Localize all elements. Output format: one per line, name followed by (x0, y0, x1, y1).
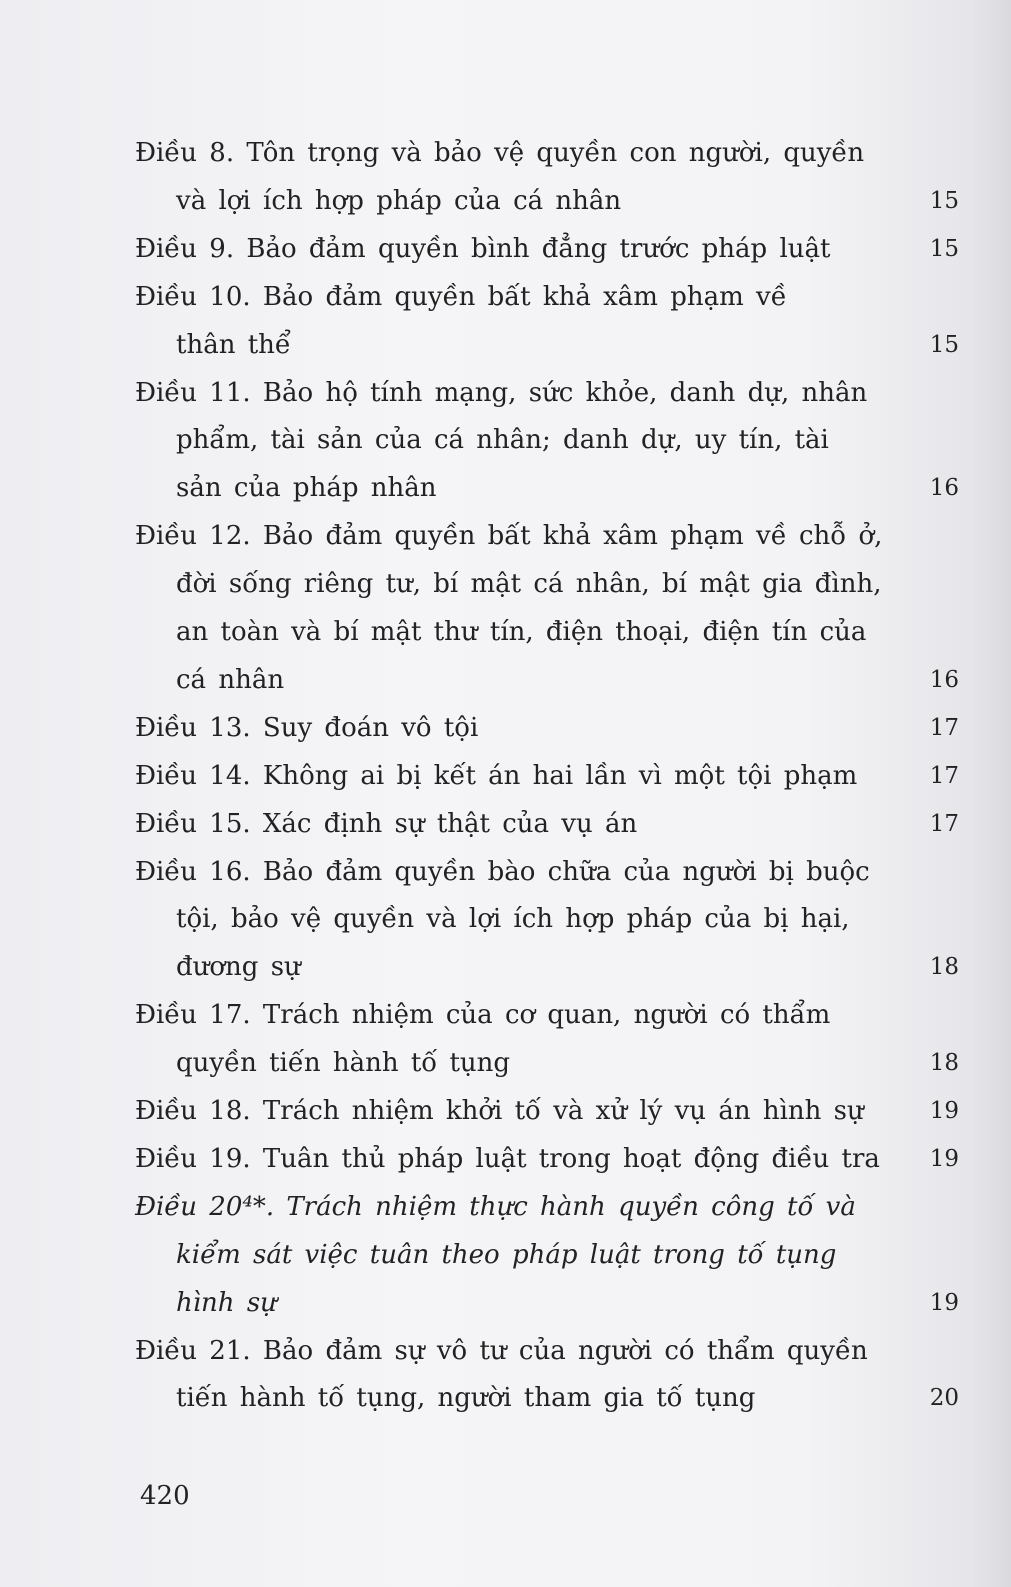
toc-line (0, 848, 1011, 896)
toc-line (0, 895, 1011, 943)
toc-line (0, 608, 1011, 656)
toc-line (0, 1087, 1011, 1135)
toc-entry-text: Điều 9. Bảo đảm quyền bình đẳng trước pháp luật (135, 233, 831, 264)
toc-line (0, 1039, 1011, 1087)
toc-line (0, 1327, 1011, 1375)
toc-entry-text: Điều 20⁴*. Trách nhiệm thực hành quyền công tố và (135, 1191, 856, 1222)
toc-entry-text: an toàn và bí mật thư tín, điện thoại, điện tín của (176, 617, 867, 647)
toc-entry-text: Điều 17. Trách nhiệm của cơ quan, người có thẩm (135, 1000, 831, 1031)
toc-entry-text: Điều 19. Tuân thủ pháp luật trong hoạt động điều tra (135, 1143, 880, 1174)
toc-line (0, 416, 1011, 464)
toc-entry-text: Điều 13. Suy đoán vô tội (135, 712, 479, 743)
toc-entry-text: Điều 12. Bảo đảm quyền bất khả xâm phạm về chỗ ở, (135, 521, 883, 552)
toc-line (0, 1231, 1011, 1279)
toc-line (0, 943, 1011, 991)
toc-page-number: 19 (929, 1145, 959, 1172)
toc-entry-text: cá nhân (176, 664, 285, 695)
toc-page-number: 17 (929, 762, 959, 789)
toc-line (0, 560, 1011, 608)
toc-entry-text: phẩm, tài sản của cá nhân; danh dự, uy tín, tài (176, 425, 829, 456)
toc-entry-text: tiến hành tố tụng, người tham gia tố tụng (176, 1383, 756, 1414)
toc-line (0, 656, 1011, 704)
toc-line (0, 129, 1011, 177)
toc-line (0, 225, 1011, 273)
toc-entry-text: Điều 15. Xác định sự thật của vụ án (135, 808, 638, 839)
toc-page-number: 15 (929, 331, 959, 358)
toc-entry-text: đương sự (176, 952, 301, 983)
toc-entry-text: đời sống riêng tư, bí mật cá nhân, bí mật gia đình, (176, 569, 882, 600)
toc-page-number: 18 (929, 1050, 959, 1077)
toc-entry-text: thân thể (176, 329, 291, 360)
toc-entry-text: Điều 10. Bảo đảm quyền bất khả xâm phạm về (135, 281, 787, 312)
toc-line (0, 273, 1011, 321)
toc-entry-text: và lợi ích hợp pháp của cá nhân (176, 185, 622, 216)
toc-line (0, 512, 1011, 560)
toc-page-number: 16 (929, 475, 959, 502)
page-number: 420 (140, 1481, 190, 1511)
toc-entry-text: Điều 16. Bảo đảm quyền bào chữa của người bị buộc (135, 856, 870, 887)
toc-entry-text: Điều 18. Trách nhiệm khởi tố và xử lý vụ án hình sự (135, 1096, 864, 1126)
toc-page-number: 19 (929, 1289, 959, 1316)
toc-entry-text: tội, bảo vệ quyền và lợi ích hợp pháp của bị hại, (176, 904, 850, 935)
toc-entry-text: Điều 14. Không ai bị kết án hai lần vì một tội phạm (135, 760, 858, 791)
toc-entry-text: Điều 11. Bảo hộ tính mạng, sức khỏe, danh dự, nhân (135, 377, 868, 408)
toc-page-number: 16 (929, 666, 959, 693)
toc-line (0, 991, 1011, 1039)
toc-entry-text: hình sự (176, 1287, 277, 1318)
toc-page-number: 15 (929, 235, 959, 262)
toc-entry-text: quyền tiến hành tố tụng (176, 1048, 511, 1079)
toc-line (0, 800, 1011, 848)
toc-line (0, 1183, 1011, 1231)
toc-line (0, 752, 1011, 800)
toc-page-number: 18 (929, 954, 959, 981)
toc-line (0, 1135, 1011, 1183)
toc-line (0, 464, 1011, 512)
toc-page-number: 15 (929, 187, 959, 214)
toc-entry-text: Điều 21. Bảo đảm sự vô tư của người có thẩm quyền (135, 1335, 868, 1366)
toc-page-number: 19 (929, 1098, 959, 1124)
toc-line (0, 369, 1011, 417)
toc-page-number: 17 (929, 810, 959, 837)
toc-line (0, 1374, 1011, 1422)
toc-page-number: 20 (929, 1385, 959, 1412)
toc-entry-text: Điều 8. Tôn trọng và bảo vệ quyền con người, quyền (135, 138, 865, 168)
toc-entry-text: kiểm sát việc tuân theo pháp luật trong tố tụng (176, 1239, 837, 1270)
toc-page-number: 17 (929, 714, 959, 741)
toc-line (0, 704, 1011, 752)
toc-line (0, 321, 1011, 369)
toc-line (0, 177, 1011, 225)
toc-entry-text: sản của pháp nhân (176, 473, 437, 504)
toc-line (0, 1279, 1011, 1327)
